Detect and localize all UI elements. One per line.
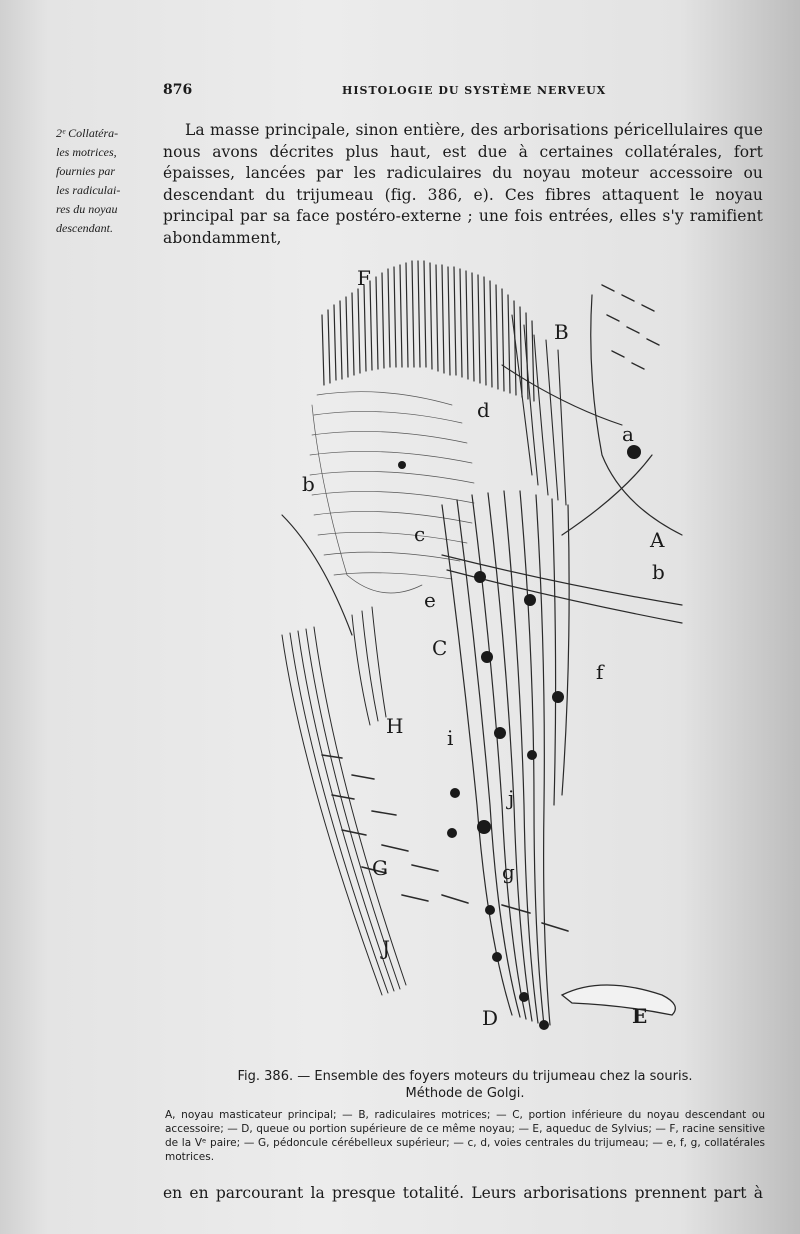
label-a: a [622,422,634,446]
continuation-text: en en parcourant la presque totalité. Leurs arborisations prennent part à [163,1184,763,1202]
figure-legend: A, noyau masticateur principal; — B, radiculaires motrices; — C, portion inférieure du noyau descendant ou accessoire; — D, queue ou portion supérieure de ce même noyau; — E, aqueduc de Sylvius; — F, racine sensitive de la Vᵉ paire; — G, pédoncule cérébelleux supérieur; — c, d, voies centrales du trijumeau; — e, f, g, collatérales motrices. [165,1109,765,1163]
aqueduct-outline [562,985,675,1015]
body-paragraph: La masse principale, sinon entière, des arborisations péricellulaires que nous avons décrites plus haut, est due à certaines collatérales, fort épaisses, lancées par les radiculaires du noyau moteur accessoire ou descendant du trijumeau (fig. 386, e). Ces fibres attaquent le noyau principal par sa face postéro-externe ; une fois entrées, elles s'y ramifient abondamment, [163,121,763,247]
label-d: d [477,398,490,422]
peduncle-g-dashes [322,755,568,931]
label-g: g [502,860,515,884]
margin-note-line: fournies par [56,164,116,178]
margin-note-line: 2ᵉ Collatéra- [56,126,119,140]
figure-caption [170,1068,760,1102]
margin-note [56,124,156,238]
label-b: b [302,472,315,496]
caption-method: Méthode de Golgi. [405,1086,525,1101]
top-right-dashes [602,285,659,369]
label-e: e [424,588,436,612]
margin-note-line: les radiculai- [56,183,121,197]
figure-386 [262,255,692,1060]
label-f: f [596,660,604,684]
descending-fibers [442,455,682,1025]
caption-title: Fig. 386. — Ensemble des foyers moteurs du trijumeau chez la souris. [237,1069,693,1084]
label-c: c [414,522,426,546]
label-i: i [447,726,454,750]
running-head: HISTOLOGIE DU SYSTÈME NERVEUX [342,84,607,97]
golgi-drawing [262,255,692,1060]
label-j: j [508,786,515,810]
label-F: F [357,266,371,290]
page-header [0,82,800,102]
body-text [163,120,763,249]
label-b2: b [652,560,665,584]
margin-note-line: descendant. [56,221,113,235]
margin-note-line: les motrices, [56,145,117,159]
sensory-root-hatching [322,261,534,401]
label-E: E [632,1004,648,1028]
label-G: G [372,856,388,880]
margin-note-line: res du noyau [56,202,118,216]
page-number: 876 [163,82,193,98]
label-D: D [482,1006,499,1030]
label-C: C [432,636,448,660]
label-A: A [650,528,665,552]
neuron-cell-bodies [398,445,641,1030]
label-H: H [386,714,404,738]
label-B: B [554,320,569,344]
label-J: J [382,936,391,960]
